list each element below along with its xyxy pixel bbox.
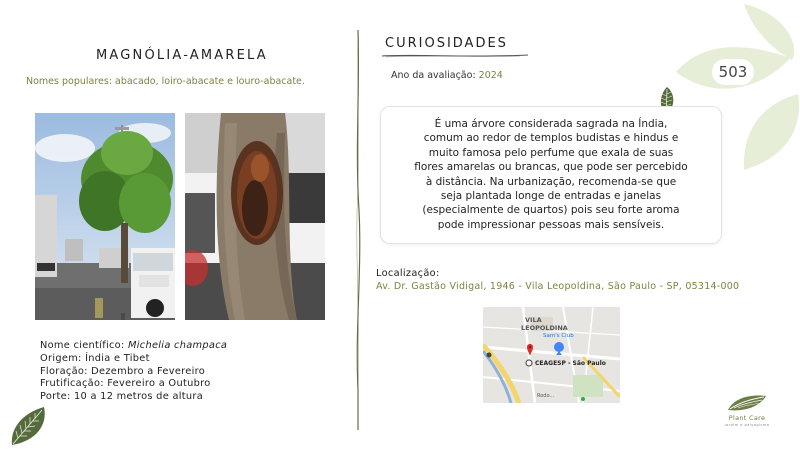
map-district: VILA LEOPOLDINA [521, 316, 568, 332]
column-divider [348, 30, 368, 430]
brand-tagline: jardim e paisagismo [724, 423, 770, 427]
tree-street-photo [35, 113, 175, 320]
location-label: Localização: [376, 268, 440, 279]
curiosities-title: CURIOSIDADES [385, 36, 508, 51]
location-map[interactable] [483, 307, 620, 403]
tree-number-badge: 503 [712, 59, 754, 85]
location-address: Av. Dr. Gastão Vidigal, 1946 - Vila Leopoldina, São Paulo - SP, 05314-000 [376, 281, 740, 292]
corner-leaf-icon [8, 405, 48, 447]
brand-name: Plant Care [728, 414, 766, 422]
species-title: MAGNÓLIA-AMARELA [96, 48, 268, 63]
flowering-line: Floração: Dezembro a Fevereiro [40, 365, 206, 377]
map-place-label: CEAGESP - São Paulo [535, 360, 606, 367]
brand-logo-icon [726, 392, 768, 414]
trunk-wound-photo [185, 113, 325, 320]
scientific-name: Michelia champaca [127, 340, 228, 351]
popular-names: Nomes populares: abacado, loiro-abacate e louro-abacate. [26, 76, 305, 87]
scientific-name-line: Nome científico: Michelia champaca [40, 340, 228, 351]
origin-line: Origem: Índia e Tibet [40, 352, 150, 364]
fruiting-line: Frutificação: Fevereiro a Outubro [40, 378, 211, 390]
species-info [40, 340, 227, 404]
curiosities-card: É uma árvore considerada sagrada na Índia, comum ao redor de templos budistas e hindus e muito famosa pelo perfume que exala de suas flores amarelas ou brancas, que pode ser percebido à distância. Na urbanização, recomenda-se que seja plantada longe de entradas e janelas (especialmente de quartos) pois seu forte aroma pode impressionar pessoas mais sensíveis. [380, 106, 722, 244]
map-road-label: Rodo... [537, 393, 555, 399]
map-store-label: Sam's Club [543, 333, 574, 339]
size-line: Porte: 10 a 12 metros de altura [40, 391, 204, 403]
evaluation-year: Ano da avaliação: 2024 [391, 70, 503, 81]
title-underline [380, 52, 530, 60]
